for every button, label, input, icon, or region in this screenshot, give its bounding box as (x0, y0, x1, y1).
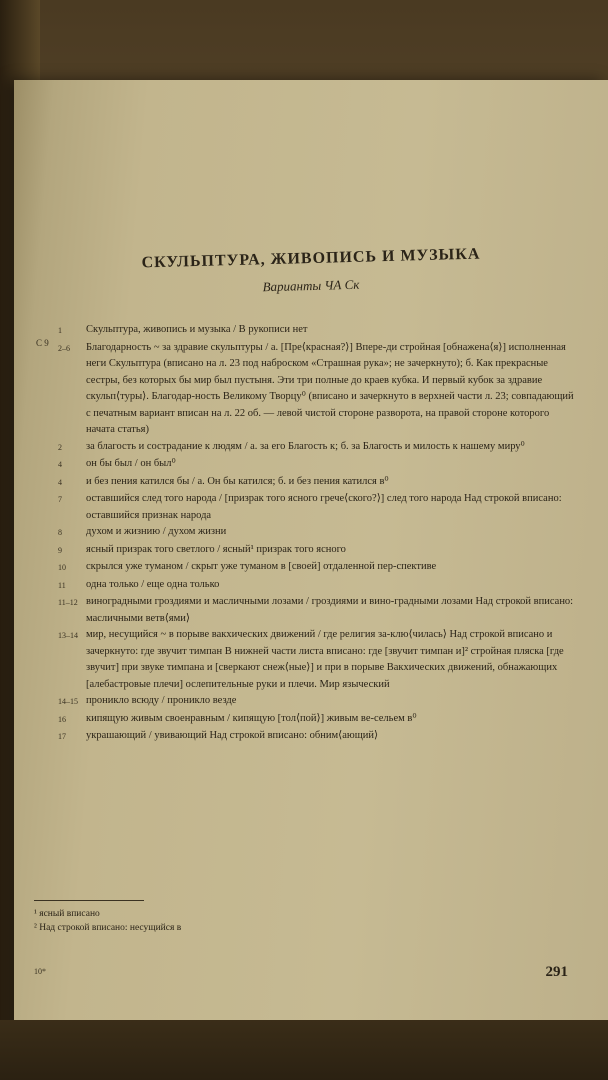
line-number: 14–15 (58, 697, 78, 706)
variant-entry (58, 456, 578, 474)
line-number: 16 (58, 714, 66, 724)
line-number: 17 (58, 732, 66, 741)
line-number: 2 (58, 442, 62, 452)
line-number: 10 (58, 563, 66, 572)
variant-text: мир, несущийся ~ в порыве вакхических движений / где религия за-клю⟨чилась⟩ Над строкой вписано и зачеркнуто: где звучит тимпан В нижней части листа вписано: где [звучит тимпан и]² стройная пляска [где звучит] при звуке тимпана и [сверкают снеж⟨ные⟩] и при в порыве Вакхических движений, обнажающих [алебастровые плечи] ослепительные руки и плечи. Мир языческий (86, 629, 564, 690)
variant-entry (58, 577, 578, 595)
signature-mark: 10* (34, 967, 46, 976)
variant-text: ясный призрак того светлого / ясный¹ призрак того ясного (86, 543, 346, 555)
variants-list (58, 322, 578, 746)
variant-text: оставшийся след того народа / [призрак того ясного грече⟨ского?⟩] след того народа Над строкой вписано: оставшийся признак народа (86, 493, 562, 521)
variant-entry (58, 693, 578, 711)
variant-entry (58, 491, 578, 524)
variant-entry (58, 559, 578, 577)
footnote-divider (34, 900, 144, 901)
margin-mark: С 9 (36, 338, 49, 348)
variant-text: и без пения катился бы / а. Он бы катился; б. и без пения катился в⁰ (86, 475, 389, 487)
variant-text: за благость и сострадание к людям / а. за его Благость к; б. за Благость и милость к нашему миру⁰ (86, 440, 525, 452)
line-number: 8 (58, 528, 62, 537)
variant-text: одна только / еще одна только (86, 578, 220, 590)
line-number: 1 (58, 326, 62, 335)
line-number: 4 (58, 477, 62, 487)
variant-text: он бы был / он был⁰ (86, 458, 176, 469)
book-page (14, 80, 608, 1060)
variant-entry (58, 711, 578, 729)
line-number: 11–12 (58, 598, 78, 607)
table-surface (0, 1020, 608, 1080)
page-subtitle: Варианты ЧА Ск (262, 276, 360, 295)
variant-text: скрылся уже туманом / скрыт уже туманом в [своей] отдаленной пер-спективе (86, 561, 437, 572)
variant-entry (58, 524, 578, 542)
variant-text: украшающий / увивающий Над строкой вписано: обним⟨ающий⟩ (86, 730, 379, 741)
line-number: 9 (58, 545, 62, 555)
variant-entry (58, 728, 578, 746)
variant-text: духом и жизнию / духом жизни (86, 526, 227, 537)
variant-text: виноградными гроздиями и масличными лозами / гроздиями и вино-градными лозами Над строкой вписано: масличными ветв⟨ями⟩ (86, 596, 574, 624)
variant-entry (58, 474, 578, 492)
line-number: 13–14 (58, 631, 78, 640)
variant-text: Благодарность ~ за здравие скульптуры / а. [Пре⟨красная?⟩] Впере-ди стройная [обнажена⟨я⟩] исполненная неги Скульптура (вписано на л. 23 под наброском «Страшная рука»; не зачеркнуто); б. Как прекрасные сестры, без которых бы мир был пустыня. Эти три полные до краев кубка. И первый кубок за здравие скульп⟨туры⟩. Благодар-ность Великому Творцу⁰ (вписано и зачеркнуто в верхней части л. 23; совпадающий с печатным вариант вписан на л. 22 об. — левой чистой стороне разворота, на правой стороне которого начата статья) (86, 341, 574, 435)
variant-entry (58, 322, 578, 340)
variant-entry (58, 542, 578, 560)
variant-text: Скульптура, живопись и музыка / В рукописи нет (86, 324, 308, 335)
line-number: 4 (58, 460, 62, 469)
variant-text: проникло всюду / проникло везде (86, 695, 237, 706)
footnotes (34, 900, 574, 935)
variant-text: кипящую живым своенравным / кипящую [тол⟨пой⟩] живым ве-сельем в⁰ (86, 712, 417, 724)
line-number: 2–6 (58, 343, 70, 353)
variant-entry (58, 627, 578, 693)
footnote: ² Над строкой вписано: несущийся в (34, 923, 182, 933)
page-number: 291 (545, 964, 568, 980)
variant-entry (58, 594, 578, 627)
line-number: 11 (58, 580, 66, 590)
variant-entry (58, 439, 578, 457)
line-number: 7 (58, 495, 62, 504)
footnote: ¹ ясный вписано (34, 909, 100, 919)
page-title: СКУЛЬПТУРА, ЖИВОПИСЬ И МУЗЫКА (141, 245, 481, 272)
variant-entry (58, 340, 578, 439)
